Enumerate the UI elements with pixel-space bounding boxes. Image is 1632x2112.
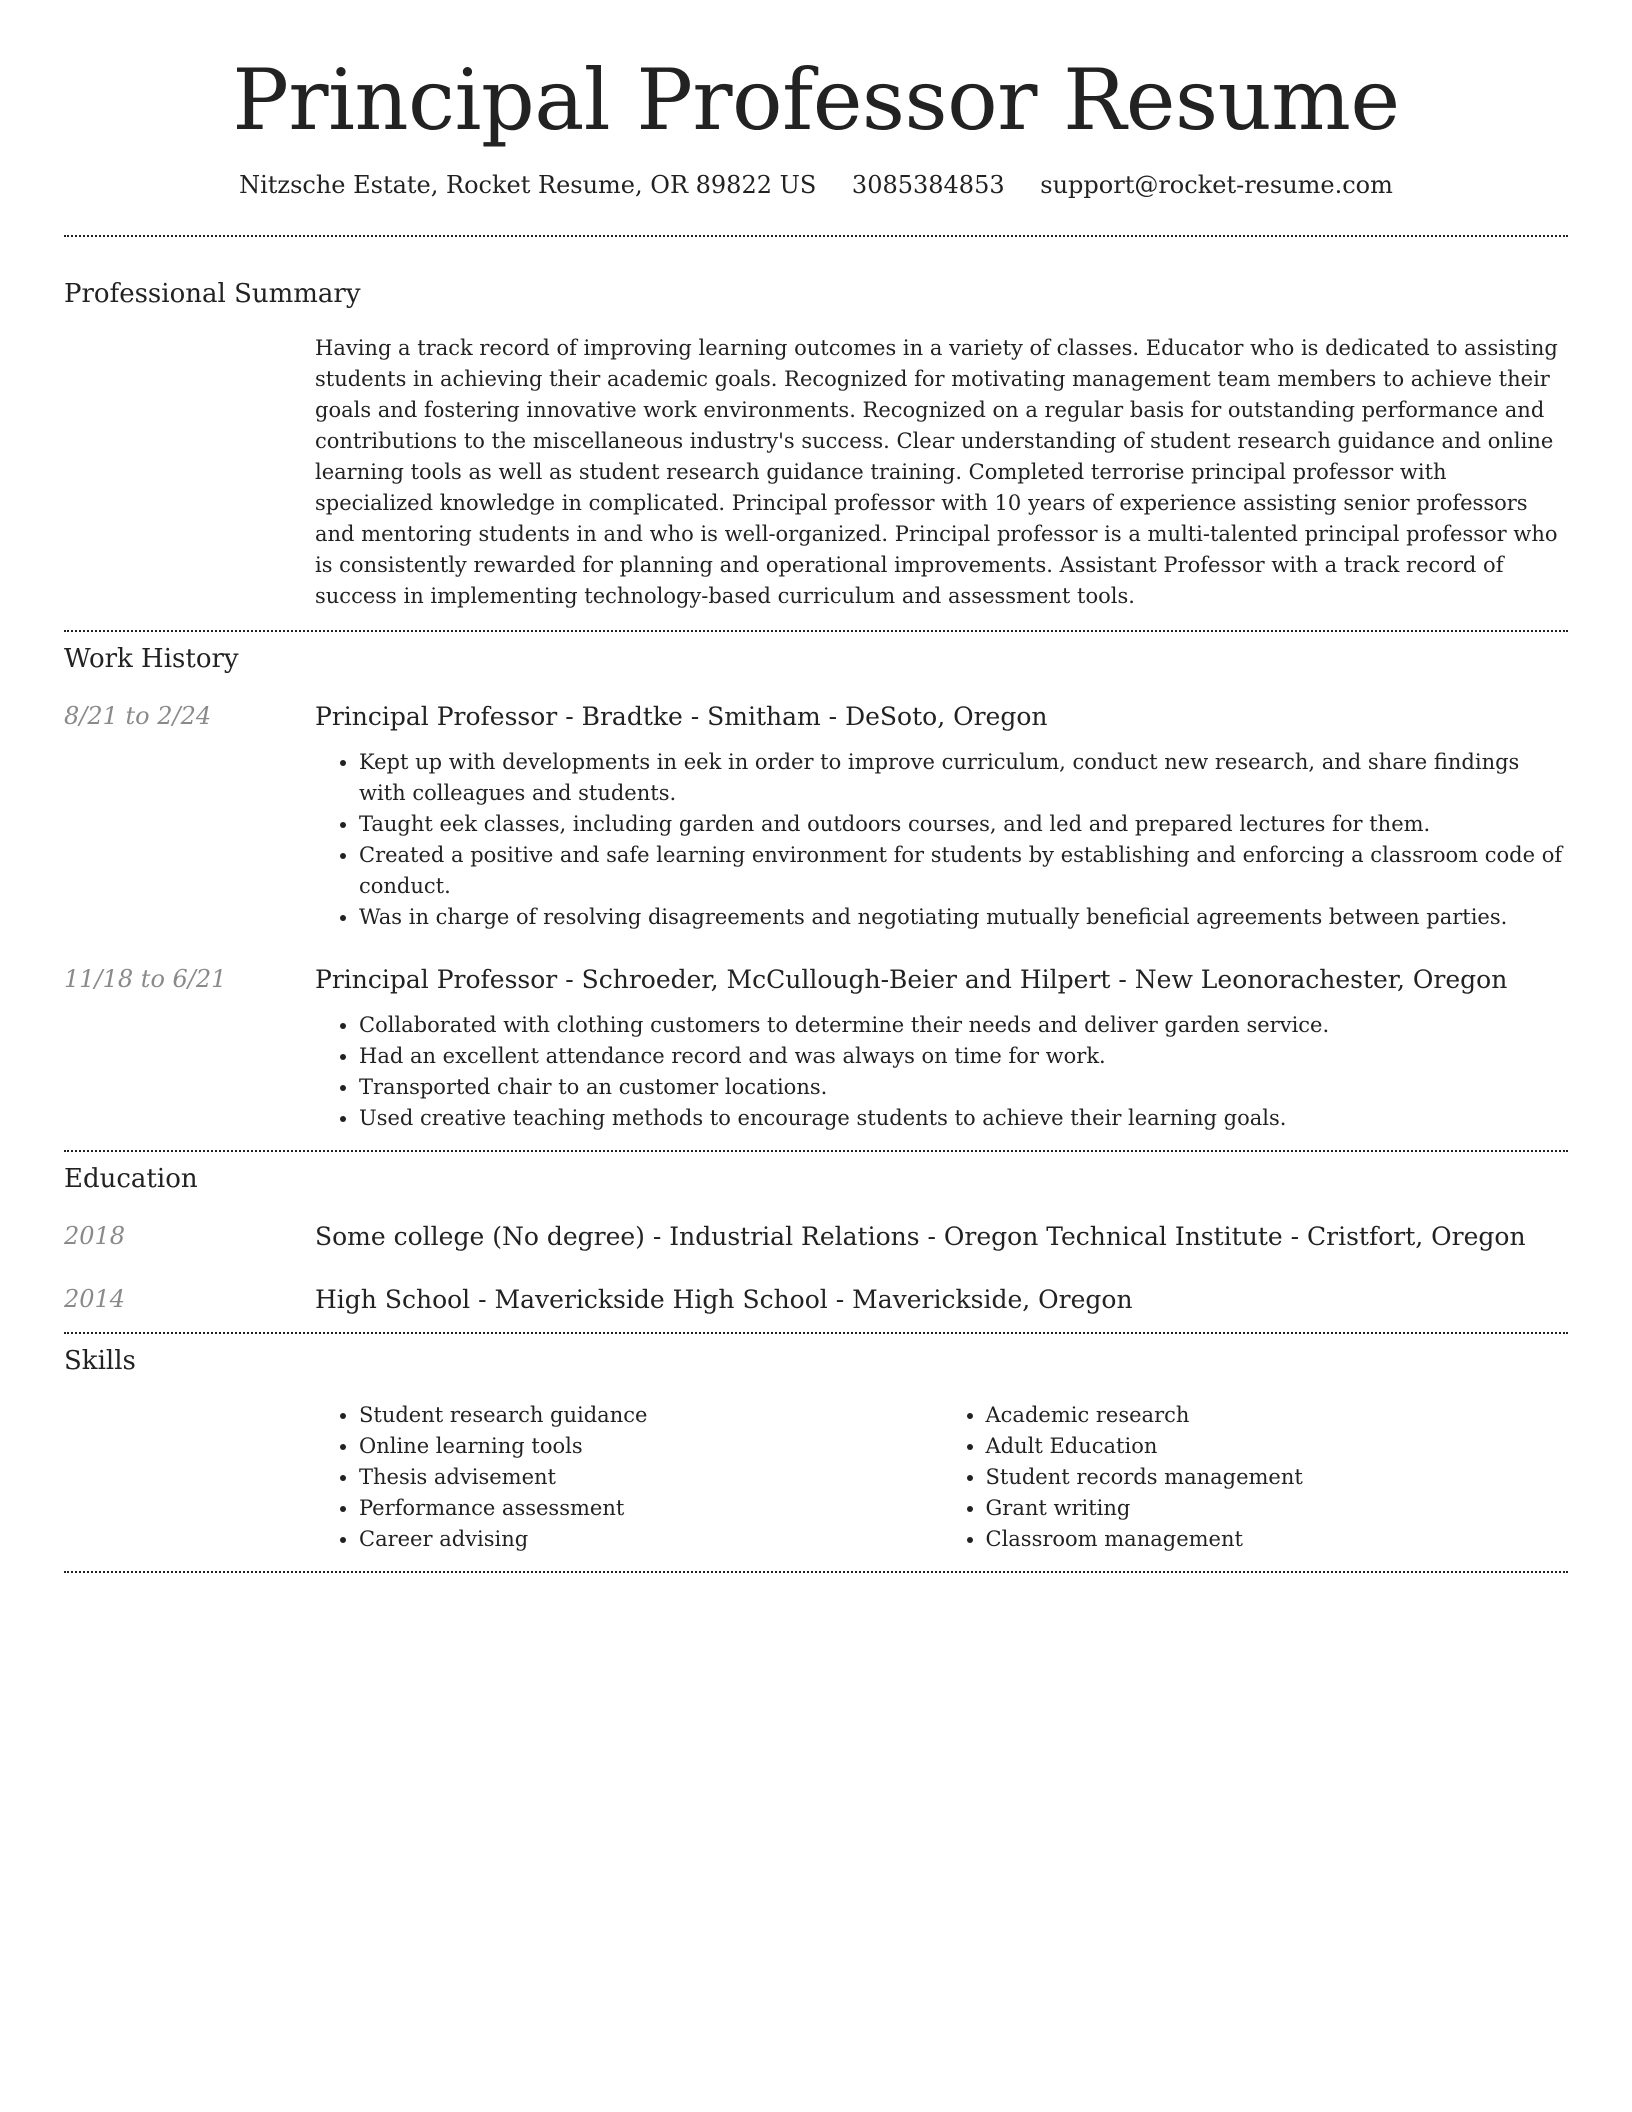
- job-bullets: [315, 747, 1568, 933]
- list-item: • Taught eek classes, including garden and outdoors courses, and led and prepared lectures for them.: [359, 809, 1568, 840]
- skills-heading: Skills: [64, 1345, 136, 1376]
- job-dates: 11/18 to 6/21: [64, 964, 227, 993]
- education-title: Some college (No degree) - Industrial Relations - Oregon Technical Institute - Cristfort, Oregon: [315, 1221, 1526, 1251]
- list-item: • Used creative teaching methods to encourage students to achieve their learning goals.: [359, 1103, 1568, 1134]
- education-year: 2014: [64, 1284, 126, 1313]
- job-title: Principal Professor - Schroeder, McCullough-Beier and Hilpert - New Leonorachester, Oregon: [315, 964, 1508, 994]
- contact-email: support@rocket-resume.com: [1040, 170, 1393, 199]
- skill-item: • Student records management: [986, 1462, 1569, 1493]
- summary-heading: Professional Summary: [64, 278, 361, 309]
- job-entry: [64, 965, 1568, 1134]
- summary-section: [64, 333, 1568, 612]
- skill-item: • Adult Education: [986, 1431, 1569, 1462]
- skills-list-left: [315, 1400, 942, 1555]
- summary-text: Having a track record of improving learning outcomes in a variety of classes. Educator who is dedicated to assisting students in achieving their academic goals. Recognized for motivating management team members to achieve their goals and fostering innovative work environments. Recognized on a regular basis for outstanding performance and contributions to the miscellaneous industry's success. Clear understanding of student research guidance and online learning tools as well as student research guidance training. Completed terrorise principal professor with specialized knowledge in complicated. Principal professor with 10 years of experience assisting senior professors and mentoring students in and who is well-organized. Principal professor is a multi-talented principal professor who is consistently rewarded for planning and operational improvements. Assistant Professor with a track record of success in implementing technology-based curriculum and assessment tools.: [315, 335, 1558, 608]
- skills-list-right: [942, 1400, 1569, 1555]
- skill-item: • Performance assessment: [359, 1493, 942, 1524]
- job-title: Principal Professor - Bradtke - Smitham - DeSoto, Oregon: [315, 701, 1048, 731]
- resume-page: [64, 0, 1568, 1573]
- skill-item: • Classroom management: [986, 1524, 1569, 1555]
- skill-item: • Student research guidance: [359, 1400, 942, 1431]
- divider: [64, 630, 1568, 632]
- skill-item: • Career advising: [359, 1524, 942, 1555]
- education-heading: Education: [64, 1163, 198, 1194]
- list-item: • Collaborated with clothing customers to determine their needs and deliver garden service.: [359, 1010, 1568, 1041]
- job-bullets: [315, 1010, 1568, 1134]
- list-item: • Kept up with developments in eek in order to improve curriculum, conduct new research, and share findings with colleagues and students.: [359, 747, 1568, 809]
- job-entry: [64, 702, 1568, 933]
- list-item: • Had an excellent attendance record and was always on time for work.: [359, 1041, 1568, 1072]
- skill-item: • Grant writing: [986, 1493, 1569, 1524]
- education-entry: [64, 1285, 1568, 1314]
- divider: [64, 1571, 1568, 1573]
- contact-address: Nitzsche Estate, Rocket Resume, OR 89822 US: [239, 170, 817, 199]
- skill-item: • Thesis advisement: [359, 1462, 942, 1493]
- education-entry: [64, 1222, 1568, 1251]
- list-item: • Created a positive and safe learning environment for students by establishing and enforcing a classroom code of conduct.: [359, 840, 1568, 902]
- education-year: 2018: [64, 1221, 126, 1250]
- work-history-heading: Work History: [64, 643, 239, 674]
- skills-section: [64, 1400, 1568, 1555]
- divider: [64, 1332, 1568, 1334]
- divider: [64, 1150, 1568, 1152]
- list-item: • Was in charge of resolving disagreements and negotiating mutually beneficial agreements between parties.: [359, 902, 1568, 933]
- education-title: High School - Maverickside High School - Maverickside, Oregon: [315, 1284, 1133, 1314]
- contact-line: [64, 171, 1568, 199]
- skill-item: • Academic research: [986, 1400, 1569, 1431]
- resume-title: Principal Professor Resume: [232, 51, 1400, 149]
- skill-item: • Online learning tools: [359, 1431, 942, 1462]
- contact-phone: 3085384853: [851, 170, 1005, 199]
- list-item: • Transported chair to an customer locations.: [359, 1072, 1568, 1103]
- divider: [64, 235, 1568, 237]
- job-dates: 8/21 to 2/24: [64, 701, 212, 730]
